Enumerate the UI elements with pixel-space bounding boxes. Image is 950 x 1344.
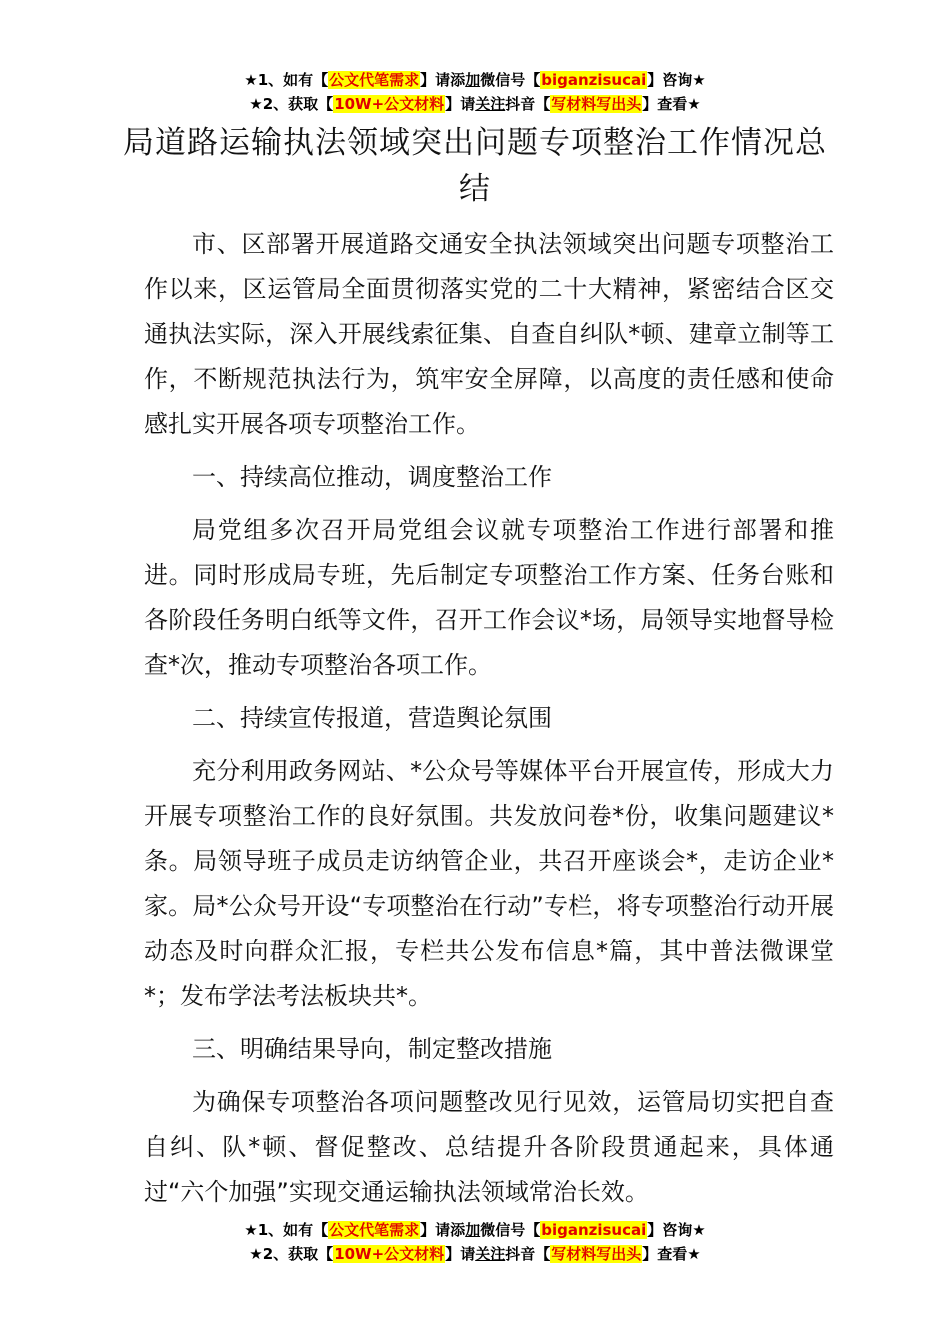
banner-line-1 (0, 68, 950, 92)
banner-highlight: biganzisucai (541, 1221, 647, 1239)
banner-text: 】请添 (420, 1221, 466, 1239)
document-title: 局道路运输执法领域突出问题专项整治工作情况总结 (123, 125, 827, 207)
banner-highlight: 10W+公文材料 (334, 1245, 445, 1263)
banner-highlight: 写材料写出头 (551, 95, 642, 113)
banner-underline: 关注 (475, 1245, 506, 1263)
section-heading-1: 一、持续高位推动，调度整治工作 (192, 463, 552, 491)
banner-text: ★2、获取【 (249, 95, 334, 113)
banner-text: 】查看★ (642, 1245, 701, 1263)
banner-text: 】咨询★ (647, 1221, 706, 1239)
banner-text: 微信号【 (480, 71, 541, 89)
banner-text: 抖音【 (505, 95, 551, 113)
banner-line-2 (0, 92, 950, 116)
banner-highlight: 公文代笔需求 (329, 1221, 420, 1239)
section-body-3: 为确保专项整治各项问题整改见行见效，运管局切实把自查自纠、队*顿、督促整改、总结提升各阶段贯通起来，具体通过“六个加强”实现交通运输执法领域常治长效。 (144, 1088, 834, 1206)
section-heading-2: 二、持续宣传报道，营造舆论氛围 (192, 704, 552, 732)
banner-highlight: 公文代笔需求 (329, 71, 420, 89)
banner-text: 】请 (445, 95, 476, 113)
banner-text: 】请 (445, 1245, 476, 1263)
banner-line-2 (0, 1242, 950, 1266)
banner-text: 】咨询★ (647, 71, 706, 89)
banner-text: 】查看★ (642, 95, 701, 113)
section-heading-3: 三、明确结果导向，制定整改措施 (192, 1035, 552, 1063)
section-body-1: 局党组多次召开局党组会议就专项整治工作进行部署和推进。同时形成局专班，先后制定专项整治工作方案、任务台账和各阶段任务明白纸等文件，召开工作会议*场，局领导实地督导检查*次，推动专项整治各项工作。 (144, 516, 834, 679)
banner-text: 】请添 (420, 71, 466, 89)
banner-highlight: biganzisucai (541, 71, 647, 89)
banner-highlight: 写材料写出头 (551, 1245, 642, 1263)
banner-text: ★2、获取【 (249, 1245, 334, 1263)
top-banner (0, 68, 950, 116)
banner-highlight: 10W+公文材料 (334, 95, 445, 113)
banner-text: 抖音【 (505, 1245, 551, 1263)
banner-line-1 (0, 1218, 950, 1242)
section-body-2: 充分利用政务网站、*公众号等媒体平台开展宣传，形成大力开展专项整治工作的良好氛围。共发放问卷*份，收集问题建议*条。局领导班子成员走访纳管企业，共召开座谈会*，走访企业*家。局*公众号开设“专项整治在行动”专栏，将专项整治行动开展动态及时向群众汇报，专栏共公发布信息*篇，其中普法微课堂*；发布学法考法板块共*。 (144, 757, 834, 1010)
bottom-banner (0, 1218, 950, 1266)
banner-text: ★1、如有【 (244, 71, 329, 89)
document-body (144, 222, 834, 1215)
intro-paragraph: 市、区部署开展道路交通安全执法领域突出问题专项整治工作以来，区运管局全面贯彻落实党的二十大精神，紧密结合区交通执法实际，深入开展线索征集、自查自纠队*顿、建章立制等工作，不断规范执法行为，筑牢安全屏障，以高度的责任感和使命感扎实开展各项专项整治工作。 (144, 230, 834, 438)
banner-underline: 加 (465, 71, 481, 89)
banner-underline: 关注 (475, 95, 506, 113)
banner-text: ★1、如有【 (244, 1221, 329, 1239)
banner-text: 微信号【 (480, 1221, 541, 1239)
banner-underline: 加 (465, 1221, 481, 1239)
